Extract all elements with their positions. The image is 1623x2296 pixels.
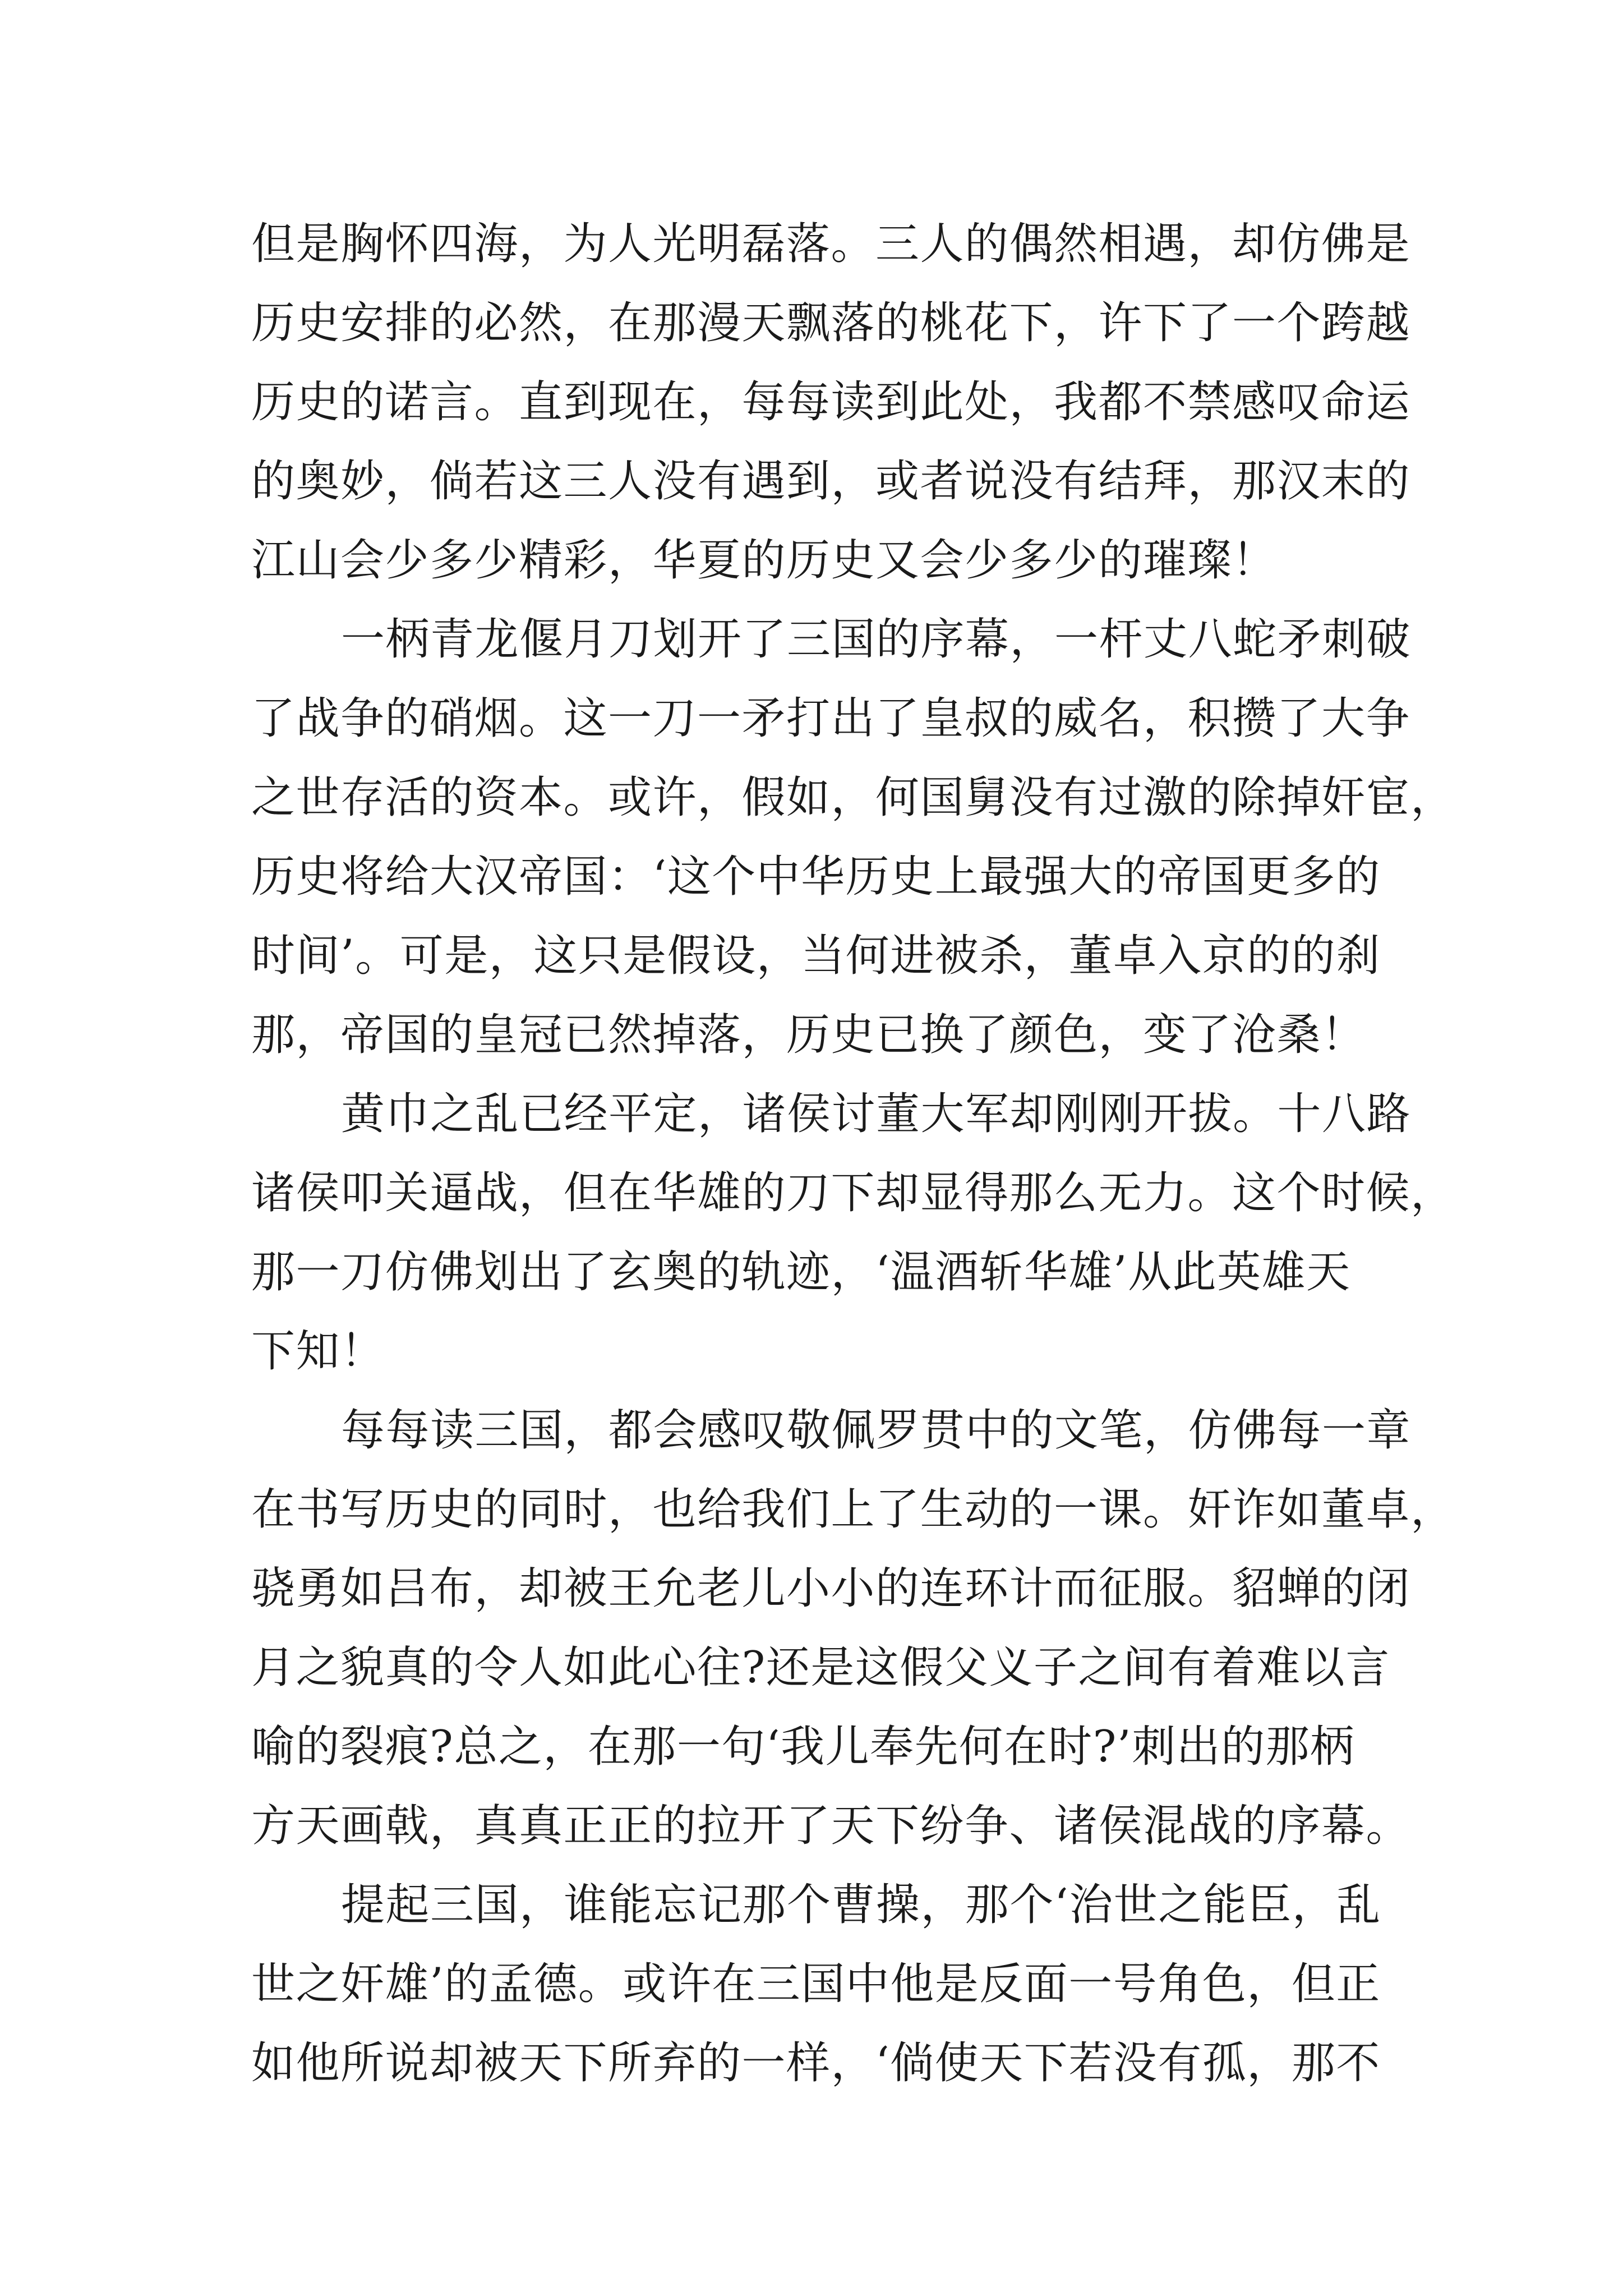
text-line: 历史的诺言。直到现在，每每读到此处，我都不禁感叹命运 [251, 377, 1411, 427]
text-line: 骁勇如吕布，却被王允老儿小小的连环计而征服。貂蝉的闭 [251, 1563, 1411, 1614]
paragraph-first-line: 提起三国，谁能忘记那个曹操，那个‘治世之能臣，乱 [341, 1880, 1381, 1930]
text-line: 世之奸雄’的孟德。或许在三国中他是反面一号角色，但正 [251, 1959, 1381, 2009]
text-line: 那一刀仿佛划出了玄奥的轨迹，‘温酒斩华雄’从此英雄天 [251, 1247, 1351, 1297]
paragraph-first-line: 一柄青龙偃月刀划开了三国的序幕，一杆丈八蛇矛刺破 [341, 614, 1412, 665]
text-line: 但是胸怀四海，为人光明磊落。三人的偶然相遇，却仿佛是 [251, 219, 1411, 269]
text-line: 那，帝国的皇冠已然掉落，历史已换了颜色，变了沧桑！ [251, 1010, 1366, 1060]
text-line: 时间’。可是，这只是假设，当何进被杀，董卓入京的的刹 [251, 931, 1381, 981]
text-line: 喻的裂痕?总之，在那一句‘我儿奉先何在时?’刺出的那柄 [251, 1722, 1355, 1772]
body-text [251, 205, 1455, 2103]
text-line: 的奥妙，倘若这三人没有遇到，或者说没有结拜，那汉末的 [251, 456, 1411, 507]
text-line: 月之貌真的令人如此心往?还是这假父义子之间有着难以言 [251, 1642, 1390, 1693]
text-line: 下知！ [251, 1326, 385, 1377]
text-line: 历史将给大汉帝国：‘这个中华历史上最强大的帝国更多的 [251, 852, 1381, 902]
text-line: 诸侯叩关逼战，但在华雄的刀下却显得那么无力。这个时候， [251, 1168, 1455, 1218]
text-line: 了战争的硝烟。这一刀一矛打出了皇叔的威名，积攒了大争 [251, 693, 1411, 744]
paragraph-first-line: 每每读三国，都会感叹敬佩罗贯中的文笔，仿佛每一章 [341, 1405, 1412, 1456]
text-line: 如他所说却被天下所弃的一样，‘倘使天下若没有孤，那不 [251, 2038, 1381, 2088]
text-line: 方天画戟，真真正正的拉开了天下纷争、诸侯混战的序幕。 [251, 1801, 1411, 1851]
paragraph-first-line: 黄巾之乱已经平定，诸侯讨董大军却刚刚开拔。十八路 [341, 1089, 1412, 1139]
text-line: 在书写历史的同时，也给我们上了生动的一课。奸诈如董卓， [251, 1484, 1455, 1535]
text-line: 之世存活的资本。或许，假如，何国舅没有过激的除掉奸宦， [251, 772, 1455, 823]
text-line: 江山会少多少精彩，华夏的历史又会少多少的璀璨！ [251, 535, 1277, 586]
text-line: 历史安排的必然，在那漫天飘落的桃花下，许下了一个跨越 [251, 298, 1411, 348]
